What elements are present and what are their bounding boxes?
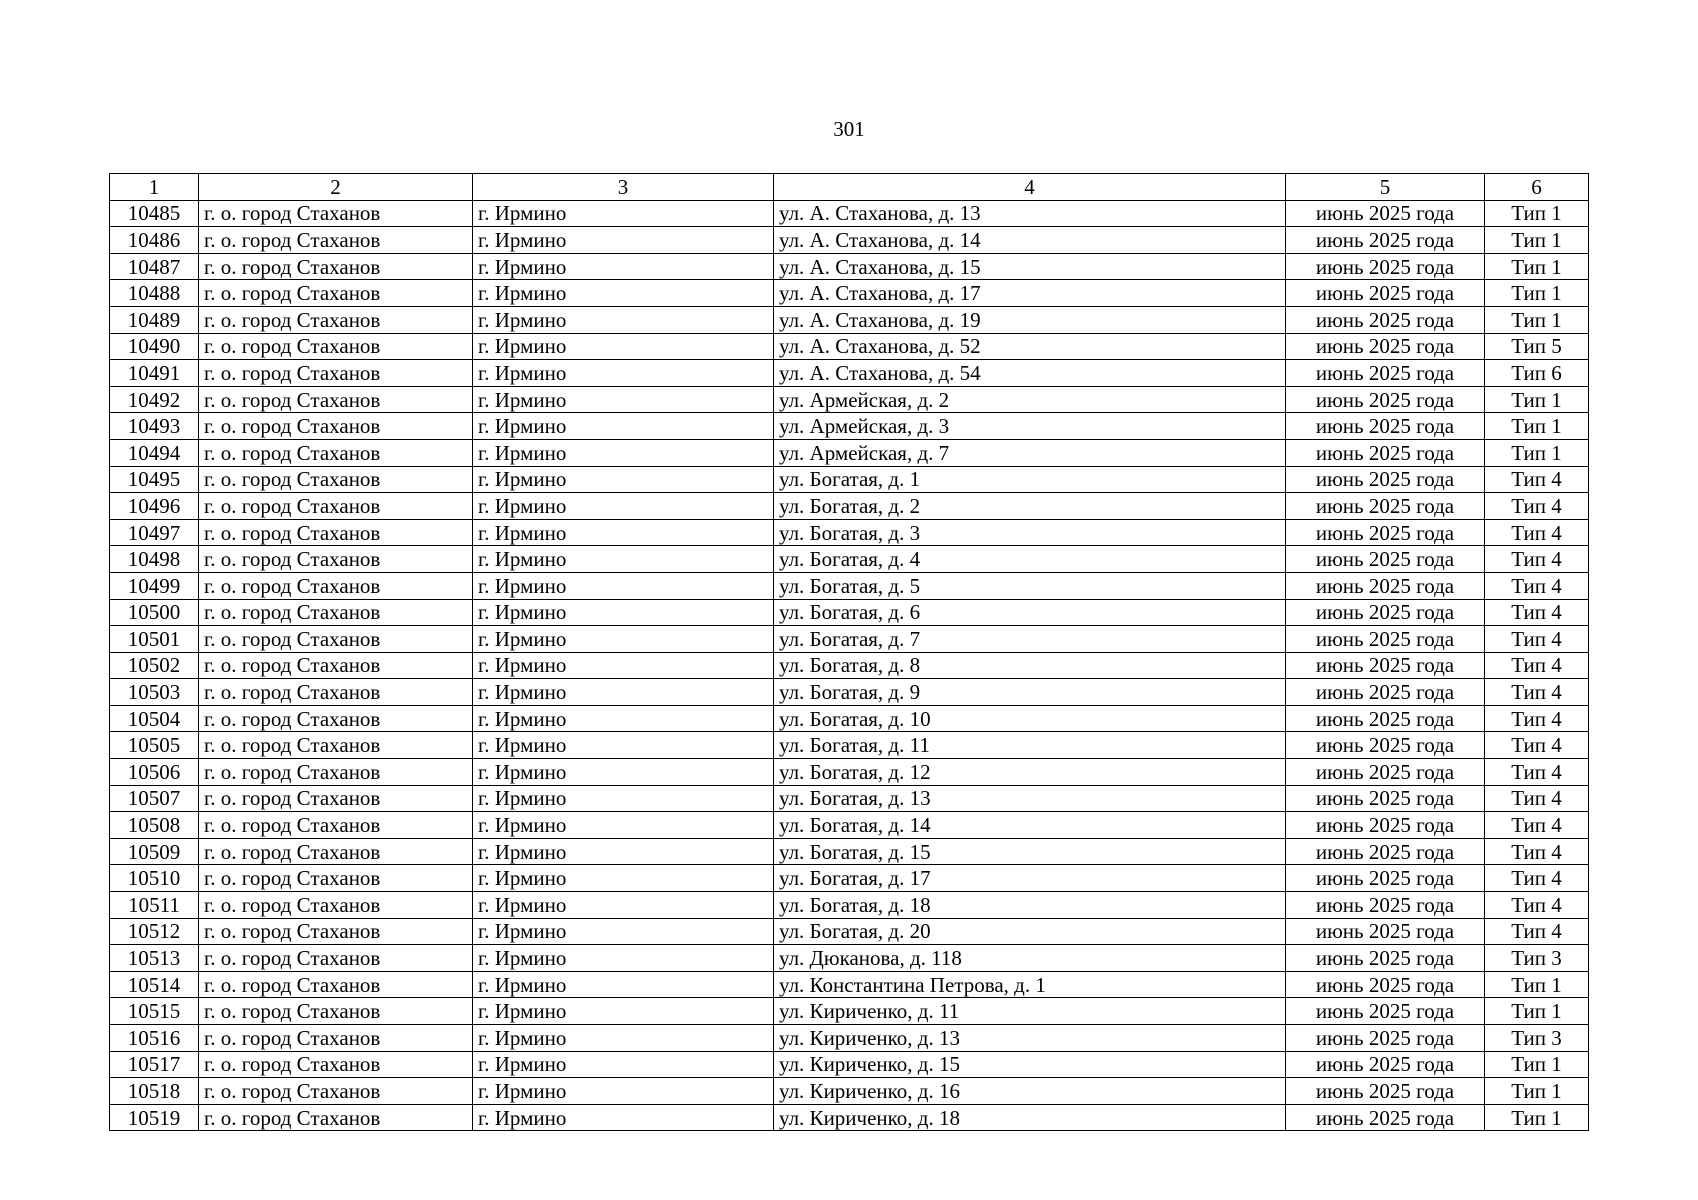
settlement-cell: г. Ирмино <box>473 759 774 786</box>
row-number-cell: 10494 <box>110 439 199 466</box>
type-cell: Тип 1 <box>1485 1104 1589 1131</box>
address-cell: ул. Кириченко, д. 13 <box>774 1025 1286 1052</box>
type-cell: Тип 1 <box>1485 280 1589 307</box>
address-cell: ул. Богатая, д. 3 <box>774 519 1286 546</box>
settlement-cell: г. Ирмино <box>473 785 774 812</box>
date-cell: июнь 2025 года <box>1286 759 1485 786</box>
settlement-cell: г. Ирмино <box>473 626 774 653</box>
address-cell: ул. А. Стаханова, д. 54 <box>774 360 1286 387</box>
type-cell: Тип 4 <box>1485 493 1589 520</box>
district-cell: г. о. город Стаханов <box>199 652 473 679</box>
row-number-cell: 10509 <box>110 838 199 865</box>
settlement-cell: г. Ирмино <box>473 306 774 333</box>
date-cell: июнь 2025 года <box>1286 493 1485 520</box>
address-cell: ул. Кириченко, д. 16 <box>774 1078 1286 1105</box>
column-header: 2 <box>199 174 473 201</box>
date-cell: июнь 2025 года <box>1286 1078 1485 1105</box>
settlement-cell: г. Ирмино <box>473 1104 774 1131</box>
table-row <box>110 945 1589 972</box>
table-row <box>110 652 1589 679</box>
address-cell: ул. Богатая, д. 13 <box>774 785 1286 812</box>
table-row <box>110 892 1589 919</box>
address-cell: ул. Богатая, д. 20 <box>774 918 1286 945</box>
settlement-cell: г. Ирмино <box>473 892 774 919</box>
settlement-cell: г. Ирмино <box>473 466 774 493</box>
settlement-cell: г. Ирмино <box>473 227 774 254</box>
district-cell: г. о. город Стаханов <box>199 971 473 998</box>
settlement-cell: г. Ирмино <box>473 865 774 892</box>
settlement-cell: г. Ирмино <box>473 333 774 360</box>
row-number-cell: 10516 <box>110 1025 199 1052</box>
date-cell: июнь 2025 года <box>1286 413 1485 440</box>
table-row <box>110 386 1589 413</box>
table-row <box>110 732 1589 759</box>
row-number-cell: 10501 <box>110 626 199 653</box>
date-cell: июнь 2025 года <box>1286 892 1485 919</box>
row-number-cell: 10503 <box>110 679 199 706</box>
address-cell: ул. А. Стаханова, д. 15 <box>774 253 1286 280</box>
address-cell: ул. Константина Петрова, д. 1 <box>774 971 1286 998</box>
district-cell: г. о. город Стаханов <box>199 333 473 360</box>
date-cell: июнь 2025 года <box>1286 439 1485 466</box>
address-cell: ул. Богатая, д. 12 <box>774 759 1286 786</box>
row-number-cell: 10496 <box>110 493 199 520</box>
district-cell: г. о. город Стаханов <box>199 626 473 653</box>
table-row <box>110 1078 1589 1105</box>
table-row <box>110 227 1589 254</box>
district-cell: г. о. город Стаханов <box>199 732 473 759</box>
type-cell: Тип 1 <box>1485 1051 1589 1078</box>
district-cell: г. о. город Стаханов <box>199 493 473 520</box>
date-cell: июнь 2025 года <box>1286 572 1485 599</box>
registry-table <box>109 173 1589 1131</box>
row-number-cell: 10504 <box>110 705 199 732</box>
settlement-cell: г. Ирмино <box>473 546 774 573</box>
district-cell: г. о. город Стаханов <box>199 892 473 919</box>
settlement-cell: г. Ирмино <box>473 652 774 679</box>
table-row <box>110 918 1589 945</box>
date-cell: июнь 2025 года <box>1286 652 1485 679</box>
district-cell: г. о. город Стаханов <box>199 785 473 812</box>
settlement-cell: г. Ирмино <box>473 812 774 839</box>
table-row <box>110 1025 1589 1052</box>
district-cell: г. о. город Стаханов <box>199 945 473 972</box>
settlement-cell: г. Ирмино <box>473 918 774 945</box>
address-cell: ул. Богатая, д. 15 <box>774 838 1286 865</box>
address-cell: ул. Богатая, д. 1 <box>774 466 1286 493</box>
type-cell: Тип 1 <box>1485 1078 1589 1105</box>
type-cell: Тип 4 <box>1485 918 1589 945</box>
type-cell: Тип 4 <box>1485 466 1589 493</box>
date-cell: июнь 2025 года <box>1286 200 1485 227</box>
district-cell: г. о. город Стаханов <box>199 705 473 732</box>
date-cell: июнь 2025 года <box>1286 971 1485 998</box>
type-cell: Тип 4 <box>1485 732 1589 759</box>
type-cell: Тип 1 <box>1485 971 1589 998</box>
table-row <box>110 971 1589 998</box>
district-cell: г. о. город Стаханов <box>199 1051 473 1078</box>
district-cell: г. о. город Стаханов <box>199 1104 473 1131</box>
row-number-cell: 10507 <box>110 785 199 812</box>
row-number-cell: 10512 <box>110 918 199 945</box>
row-number-cell: 10498 <box>110 546 199 573</box>
settlement-cell: г. Ирмино <box>473 1025 774 1052</box>
settlement-cell: г. Ирмино <box>473 360 774 387</box>
row-number-cell: 10515 <box>110 998 199 1025</box>
settlement-cell: г. Ирмино <box>473 679 774 706</box>
column-header: 6 <box>1485 174 1589 201</box>
address-cell: ул. Богатая, д. 17 <box>774 865 1286 892</box>
row-number-cell: 10492 <box>110 386 199 413</box>
address-cell: ул. А. Стаханова, д. 17 <box>774 280 1286 307</box>
address-cell: ул. Кириченко, д. 18 <box>774 1104 1286 1131</box>
district-cell: г. о. город Стаханов <box>199 838 473 865</box>
row-number-cell: 10486 <box>110 227 199 254</box>
table-row <box>110 626 1589 653</box>
address-cell: ул. Армейская, д. 2 <box>774 386 1286 413</box>
date-cell: июнь 2025 года <box>1286 785 1485 812</box>
row-number-cell: 10485 <box>110 200 199 227</box>
type-cell: Тип 1 <box>1485 413 1589 440</box>
table-row <box>110 360 1589 387</box>
settlement-cell: г. Ирмино <box>473 732 774 759</box>
table-row <box>110 705 1589 732</box>
row-number-cell: 10508 <box>110 812 199 839</box>
table-row <box>110 333 1589 360</box>
type-cell: Тип 4 <box>1485 838 1589 865</box>
row-number-cell: 10502 <box>110 652 199 679</box>
date-cell: июнь 2025 года <box>1286 519 1485 546</box>
date-cell: июнь 2025 года <box>1286 679 1485 706</box>
row-number-cell: 10500 <box>110 599 199 626</box>
date-cell: июнь 2025 года <box>1286 998 1485 1025</box>
type-cell: Тип 1 <box>1485 998 1589 1025</box>
district-cell: г. о. город Стаханов <box>199 572 473 599</box>
district-cell: г. о. город Стаханов <box>199 360 473 387</box>
date-cell: июнь 2025 года <box>1286 732 1485 759</box>
settlement-cell: г. Ирмино <box>473 386 774 413</box>
district-cell: г. о. город Стаханов <box>199 679 473 706</box>
district-cell: г. о. город Стаханов <box>199 918 473 945</box>
header-row <box>110 174 1589 201</box>
table-row <box>110 838 1589 865</box>
address-cell: ул. Богатая, д. 8 <box>774 652 1286 679</box>
row-number-cell: 10499 <box>110 572 199 599</box>
table-row <box>110 865 1589 892</box>
type-cell: Тип 4 <box>1485 519 1589 546</box>
address-cell: ул. Богатая, д. 4 <box>774 546 1286 573</box>
address-cell: ул. Богатая, д. 10 <box>774 705 1286 732</box>
address-cell: ул. Дюканова, д. 118 <box>774 945 1286 972</box>
table-row <box>110 1051 1589 1078</box>
type-cell: Тип 4 <box>1485 679 1589 706</box>
settlement-cell: г. Ирмино <box>473 838 774 865</box>
row-number-cell: 10505 <box>110 732 199 759</box>
district-cell: г. о. город Стаханов <box>199 759 473 786</box>
date-cell: июнь 2025 года <box>1286 306 1485 333</box>
date-cell: июнь 2025 года <box>1286 626 1485 653</box>
table-row <box>110 466 1589 493</box>
settlement-cell: г. Ирмино <box>473 705 774 732</box>
table-row <box>110 493 1589 520</box>
table-row <box>110 1104 1589 1131</box>
type-cell: Тип 1 <box>1485 386 1589 413</box>
type-cell: Тип 1 <box>1485 200 1589 227</box>
type-cell: Тип 3 <box>1485 1025 1589 1052</box>
address-cell: ул. Богатая, д. 7 <box>774 626 1286 653</box>
date-cell: июнь 2025 года <box>1286 1051 1485 1078</box>
district-cell: г. о. город Стаханов <box>199 546 473 573</box>
address-cell: ул. А. Стаханова, д. 19 <box>774 306 1286 333</box>
district-cell: г. о. город Стаханов <box>199 998 473 1025</box>
type-cell: Тип 4 <box>1485 546 1589 573</box>
settlement-cell: г. Ирмино <box>473 945 774 972</box>
district-cell: г. о. город Стаханов <box>199 253 473 280</box>
settlement-cell: г. Ирмино <box>473 253 774 280</box>
row-number-cell: 10490 <box>110 333 199 360</box>
district-cell: г. о. город Стаханов <box>199 280 473 307</box>
address-cell: ул. Кириченко, д. 15 <box>774 1051 1286 1078</box>
settlement-cell: г. Ирмино <box>473 572 774 599</box>
row-number-cell: 10491 <box>110 360 199 387</box>
table-row <box>110 546 1589 573</box>
type-cell: Тип 4 <box>1485 892 1589 919</box>
settlement-cell: г. Ирмино <box>473 280 774 307</box>
settlement-cell: г. Ирмино <box>473 971 774 998</box>
district-cell: г. о. город Стаханов <box>199 413 473 440</box>
district-cell: г. о. город Стаханов <box>199 227 473 254</box>
date-cell: июнь 2025 года <box>1286 333 1485 360</box>
district-cell: г. о. город Стаханов <box>199 439 473 466</box>
column-header: 5 <box>1286 174 1485 201</box>
district-cell: г. о. город Стаханов <box>199 466 473 493</box>
type-cell: Тип 4 <box>1485 785 1589 812</box>
district-cell: г. о. город Стаханов <box>199 519 473 546</box>
address-cell: ул. Богатая, д. 6 <box>774 599 1286 626</box>
settlement-cell: г. Ирмино <box>473 1051 774 1078</box>
date-cell: июнь 2025 года <box>1286 546 1485 573</box>
address-cell: ул. Армейская, д. 7 <box>774 439 1286 466</box>
type-cell: Тип 4 <box>1485 572 1589 599</box>
address-cell: ул. Богатая, д. 18 <box>774 892 1286 919</box>
address-cell: ул. Богатая, д. 14 <box>774 812 1286 839</box>
settlement-cell: г. Ирмино <box>473 413 774 440</box>
table-row <box>110 306 1589 333</box>
district-cell: г. о. город Стаханов <box>199 1078 473 1105</box>
row-number-cell: 10519 <box>110 1104 199 1131</box>
settlement-cell: г. Ирмино <box>473 493 774 520</box>
address-cell: ул. Богатая, д. 11 <box>774 732 1286 759</box>
date-cell: июнь 2025 года <box>1286 466 1485 493</box>
table-row <box>110 519 1589 546</box>
table-row <box>110 413 1589 440</box>
date-cell: июнь 2025 года <box>1286 865 1485 892</box>
date-cell: июнь 2025 года <box>1286 1025 1485 1052</box>
date-cell: июнь 2025 года <box>1286 227 1485 254</box>
table-row <box>110 280 1589 307</box>
row-number-cell: 10513 <box>110 945 199 972</box>
settlement-cell: г. Ирмино <box>473 1078 774 1105</box>
column-header: 1 <box>110 174 199 201</box>
address-cell: ул. Богатая, д. 2 <box>774 493 1286 520</box>
row-number-cell: 10488 <box>110 280 199 307</box>
district-cell: г. о. город Стаханов <box>199 599 473 626</box>
table-row <box>110 200 1589 227</box>
district-cell: г. о. город Стаханов <box>199 865 473 892</box>
type-cell: Тип 4 <box>1485 759 1589 786</box>
settlement-cell: г. Ирмино <box>473 439 774 466</box>
date-cell: июнь 2025 года <box>1286 599 1485 626</box>
table-row <box>110 439 1589 466</box>
date-cell: июнь 2025 года <box>1286 918 1485 945</box>
type-cell: Тип 1 <box>1485 227 1589 254</box>
type-cell: Тип 6 <box>1485 360 1589 387</box>
settlement-cell: г. Ирмино <box>473 599 774 626</box>
district-cell: г. о. город Стаханов <box>199 812 473 839</box>
district-cell: г. о. город Стаханов <box>199 1025 473 1052</box>
type-cell: Тип 4 <box>1485 865 1589 892</box>
date-cell: июнь 2025 года <box>1286 1104 1485 1131</box>
row-number-cell: 10497 <box>110 519 199 546</box>
type-cell: Тип 1 <box>1485 306 1589 333</box>
table-body <box>110 200 1589 1131</box>
district-cell: г. о. город Стаханов <box>199 386 473 413</box>
type-cell: Тип 4 <box>1485 626 1589 653</box>
type-cell: Тип 4 <box>1485 652 1589 679</box>
address-cell: ул. А. Стаханова, д. 13 <box>774 200 1286 227</box>
row-number-cell: 10487 <box>110 253 199 280</box>
table-row <box>110 599 1589 626</box>
column-header: 4 <box>774 174 1286 201</box>
table-row <box>110 253 1589 280</box>
type-cell: Тип 5 <box>1485 333 1589 360</box>
table-row <box>110 759 1589 786</box>
type-cell: Тип 4 <box>1485 599 1589 626</box>
page-number: 301 <box>833 117 865 141</box>
table-row <box>110 812 1589 839</box>
row-number-cell: 10489 <box>110 306 199 333</box>
date-cell: июнь 2025 года <box>1286 945 1485 972</box>
date-cell: июнь 2025 года <box>1286 280 1485 307</box>
date-cell: июнь 2025 года <box>1286 838 1485 865</box>
row-number-cell: 10510 <box>110 865 199 892</box>
district-cell: г. о. город Стаханов <box>199 200 473 227</box>
address-cell: ул. Богатая, д. 5 <box>774 572 1286 599</box>
table-row <box>110 572 1589 599</box>
settlement-cell: г. Ирмино <box>473 998 774 1025</box>
date-cell: июнь 2025 года <box>1286 253 1485 280</box>
type-cell: Тип 3 <box>1485 945 1589 972</box>
row-number-cell: 10495 <box>110 466 199 493</box>
address-cell: ул. Кириченко, д. 11 <box>774 998 1286 1025</box>
address-cell: ул. Богатая, д. 9 <box>774 679 1286 706</box>
row-number-cell: 10518 <box>110 1078 199 1105</box>
column-header: 3 <box>473 174 774 201</box>
type-cell: Тип 4 <box>1485 812 1589 839</box>
type-cell: Тип 1 <box>1485 253 1589 280</box>
table-row <box>110 679 1589 706</box>
address-cell: ул. Армейская, д. 3 <box>774 413 1286 440</box>
date-cell: июнь 2025 года <box>1286 812 1485 839</box>
district-cell: г. о. город Стаханов <box>199 306 473 333</box>
table-row <box>110 998 1589 1025</box>
type-cell: Тип 1 <box>1485 439 1589 466</box>
type-cell: Тип 4 <box>1485 705 1589 732</box>
table-row <box>110 785 1589 812</box>
settlement-cell: г. Ирмино <box>473 519 774 546</box>
settlement-cell: г. Ирмино <box>473 200 774 227</box>
date-cell: июнь 2025 года <box>1286 360 1485 387</box>
row-number-cell: 10506 <box>110 759 199 786</box>
row-number-cell: 10517 <box>110 1051 199 1078</box>
row-number-cell: 10514 <box>110 971 199 998</box>
row-number-cell: 10493 <box>110 413 199 440</box>
row-number-cell: 10511 <box>110 892 199 919</box>
date-cell: июнь 2025 года <box>1286 386 1485 413</box>
address-cell: ул. А. Стаханова, д. 52 <box>774 333 1286 360</box>
address-cell: ул. А. Стаханова, д. 14 <box>774 227 1286 254</box>
date-cell: июнь 2025 года <box>1286 705 1485 732</box>
